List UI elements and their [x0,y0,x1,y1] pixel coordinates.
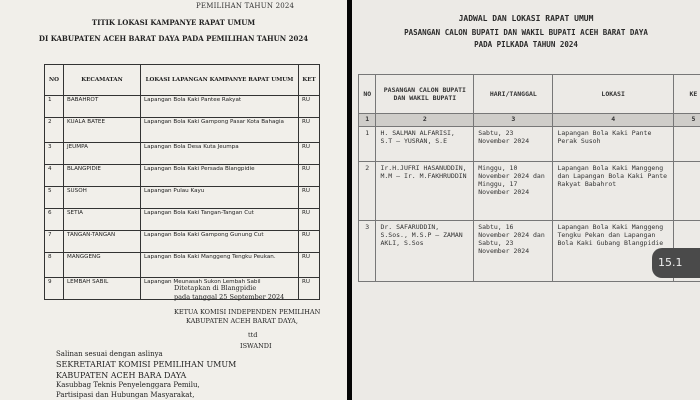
table-row [45,118,320,143]
cell-lokasi: Lapangan Bola Kaki Persada Blangpidie [141,165,299,187]
cell-no: 7 [45,231,64,253]
cell-lokasi: Lapangan Bola Kaki Gampong Gunung Cut [141,231,299,253]
cell-hari: Sabtu, 16 November 2024 dan Sabtu, 23 November 2024 [474,221,553,282]
cell-ket: RU [299,118,320,143]
right-title-3: PADA PILKADA TAHUN 2024 [474,40,578,49]
cell-lokasi: Lapangan Pulau Kayu [141,187,299,209]
cell-ket: RU [299,253,320,278]
cell-no: 9 [45,278,64,300]
cell-no: 2 [45,118,64,143]
right-document [352,0,700,400]
cell-kecamatan: BABAHROT [64,96,141,118]
cell-pasangan: Dr. SAFARUDDIN, S.Sos., M.S.P – ZAMAN AKLI, S.Sos [376,221,474,282]
cell-kecamatan: SETIA [64,209,141,231]
cell-lokasi: Lapangan Bola Kaki Tangan-Tangan Cut [141,209,299,231]
cell-kecamatan: JEUMPA [64,143,141,165]
footer-line-3: KABUPATEN ACEH BARA DAYA [56,371,187,380]
table-row [45,143,320,165]
cell-hari: Minggu, 10 November 2024 dan Minggu, 17 November 2024 [474,162,553,221]
cell-ket: RU [299,165,320,187]
cell-lokasi: Lapangan Meunasah Sukon Lembah Sabil [141,278,299,300]
cell-lokasi: Lapangan Bola Kaki Manggeng dan Lapangan Bola Kaki Pante Rakyat Babahrot [553,162,673,221]
header-no: NO [359,75,376,114]
header-no: NO [45,65,64,96]
cell-no: 5 [45,187,64,209]
cell-lokasi: Lapangan Bola Desa Kuta Jeumpa [141,143,299,165]
left-top-text: PEMILIHAN TAHUN 2024 [196,2,295,10]
table-row [45,165,320,187]
cell-no: 4 [45,165,64,187]
cell-pasangan: Ir.H.JUFRI HASANUDDIN, M.M – Ir. M.FAKHRUDDIN [376,162,474,221]
left-location-table [44,64,320,300]
cell-ket: RU [299,209,320,231]
footer-line-2: SEKRETARIAT KOMISI PEMILIHAN UMUM [56,360,237,369]
sign-date: pada tanggal 25 September 2024 [174,293,285,301]
cell-ket: RU [299,231,320,253]
left-title-1: TITIK LOKASI KAMPANYE RAPAT UMUM [91,18,256,27]
cell-ket: RU [299,187,320,209]
left-document [0,0,347,400]
index-cell: 5 [673,114,700,127]
sign-org-2: KABUPATEN ACEH BARAT DAYA, [186,317,298,325]
footer-line-4: Kasubbag Teknis Penyelenggara Pemilu, [56,381,200,389]
cell-kecamatan: LEMBAH SABIL [64,278,141,300]
cell-no: 2 [359,162,376,221]
sign-place: Ditetapkan di Blangpidie [174,284,257,292]
cell-ket: RU [299,143,320,165]
header-ket: KET [299,65,320,96]
overlay-badge: 15.1 [652,248,700,278]
cell-lokasi: Lapangan Bola Kaki Manggeng Tengku Pekan dan Lapangan Bola Kaki Gubang Blangpidie [553,221,673,282]
right-schedule-table [358,74,700,282]
sign-ttd: ttd [248,331,258,339]
cell-no: 1 [45,96,64,118]
footer-line-5: Partisipasi dan Hubungan Masyarakat, [56,391,195,399]
table-row [45,187,320,209]
right-table-header [359,75,700,114]
cell-ket [673,162,700,221]
header-lokasi: LOKASI [553,75,673,114]
cell-no: 1 [359,127,376,162]
header-pasangan: PASANGAN CALON BUPATI DAN WAKIL BUPATI [376,75,474,114]
table-row [45,231,320,253]
sign-name: ISWANDI [240,342,272,350]
right-title-1: JADWAL DAN LOKASI RAPAT UMUM [458,14,594,23]
header-lokasi: LOKASI LAPANGAN KAMPANYE RAPAT UMUM [141,65,299,96]
table-row [359,127,700,162]
cell-no: 6 [45,209,64,231]
header-ket: KE [673,75,700,114]
cell-kecamatan: MANGGENG [64,253,141,278]
cell-no: 3 [359,221,376,282]
table-row [359,162,700,221]
sign-org-1: KETUA KOMISI INDEPENDEN PEMILIHAN [174,308,321,316]
cell-pasangan: H. SALMAN ALFARISI, S.T – YUSRAN, S.E [376,127,474,162]
cell-no: 8 [45,253,64,278]
cell-kecamatan: TANGAN-TANGAN [64,231,141,253]
cell-lokasi: Lapangan Bola Kaki Manggeng Tengku Peukan. [141,253,299,278]
cell-kecamatan: BLANGPIDIE [64,165,141,187]
index-cell: 2 [376,114,474,127]
cell-lokasi: Lapangan Bola Kaki Gampong Pasar Kota Bahagia [141,118,299,143]
cell-lokasi: Lapangan Bola Kaki Pantee Rakyat [141,96,299,118]
cell-hari: Sabtu, 23 November 2024 [474,127,553,162]
left-title-2: DI KABUPATEN ACEH BARAT DAYA PADA PEMILIHAN TAHUN 2024 [38,34,309,43]
right-title-2: PASANGAN CALON BUPATI DAN WAKIL BUPATI ACEH BARAT DAYA [404,28,648,37]
left-table-header [45,65,320,96]
index-cell: 1 [359,114,376,127]
table-row [45,209,320,231]
header-hari: HARI/TANGGAL [474,75,553,114]
cell-lokasi: Lapangan Bola Kaki Pante Perak Susoh [553,127,673,162]
table-row [45,96,320,118]
header-kecamatan: KECAMATAN [64,65,141,96]
table-row [45,253,320,278]
cell-no: 3 [45,143,64,165]
cell-kecamatan: SUSOH [64,187,141,209]
index-cell: 3 [474,114,553,127]
table-row [359,221,700,282]
cell-ket: RU [299,278,320,300]
cell-kecamatan: KUALA BATEE [64,118,141,143]
index-cell: 4 [553,114,673,127]
index-row [359,114,700,127]
footer-line-1: Salinan sesuai dengan aslinya [56,350,163,358]
cell-ket: RU [299,96,320,118]
cell-ket [673,127,700,162]
